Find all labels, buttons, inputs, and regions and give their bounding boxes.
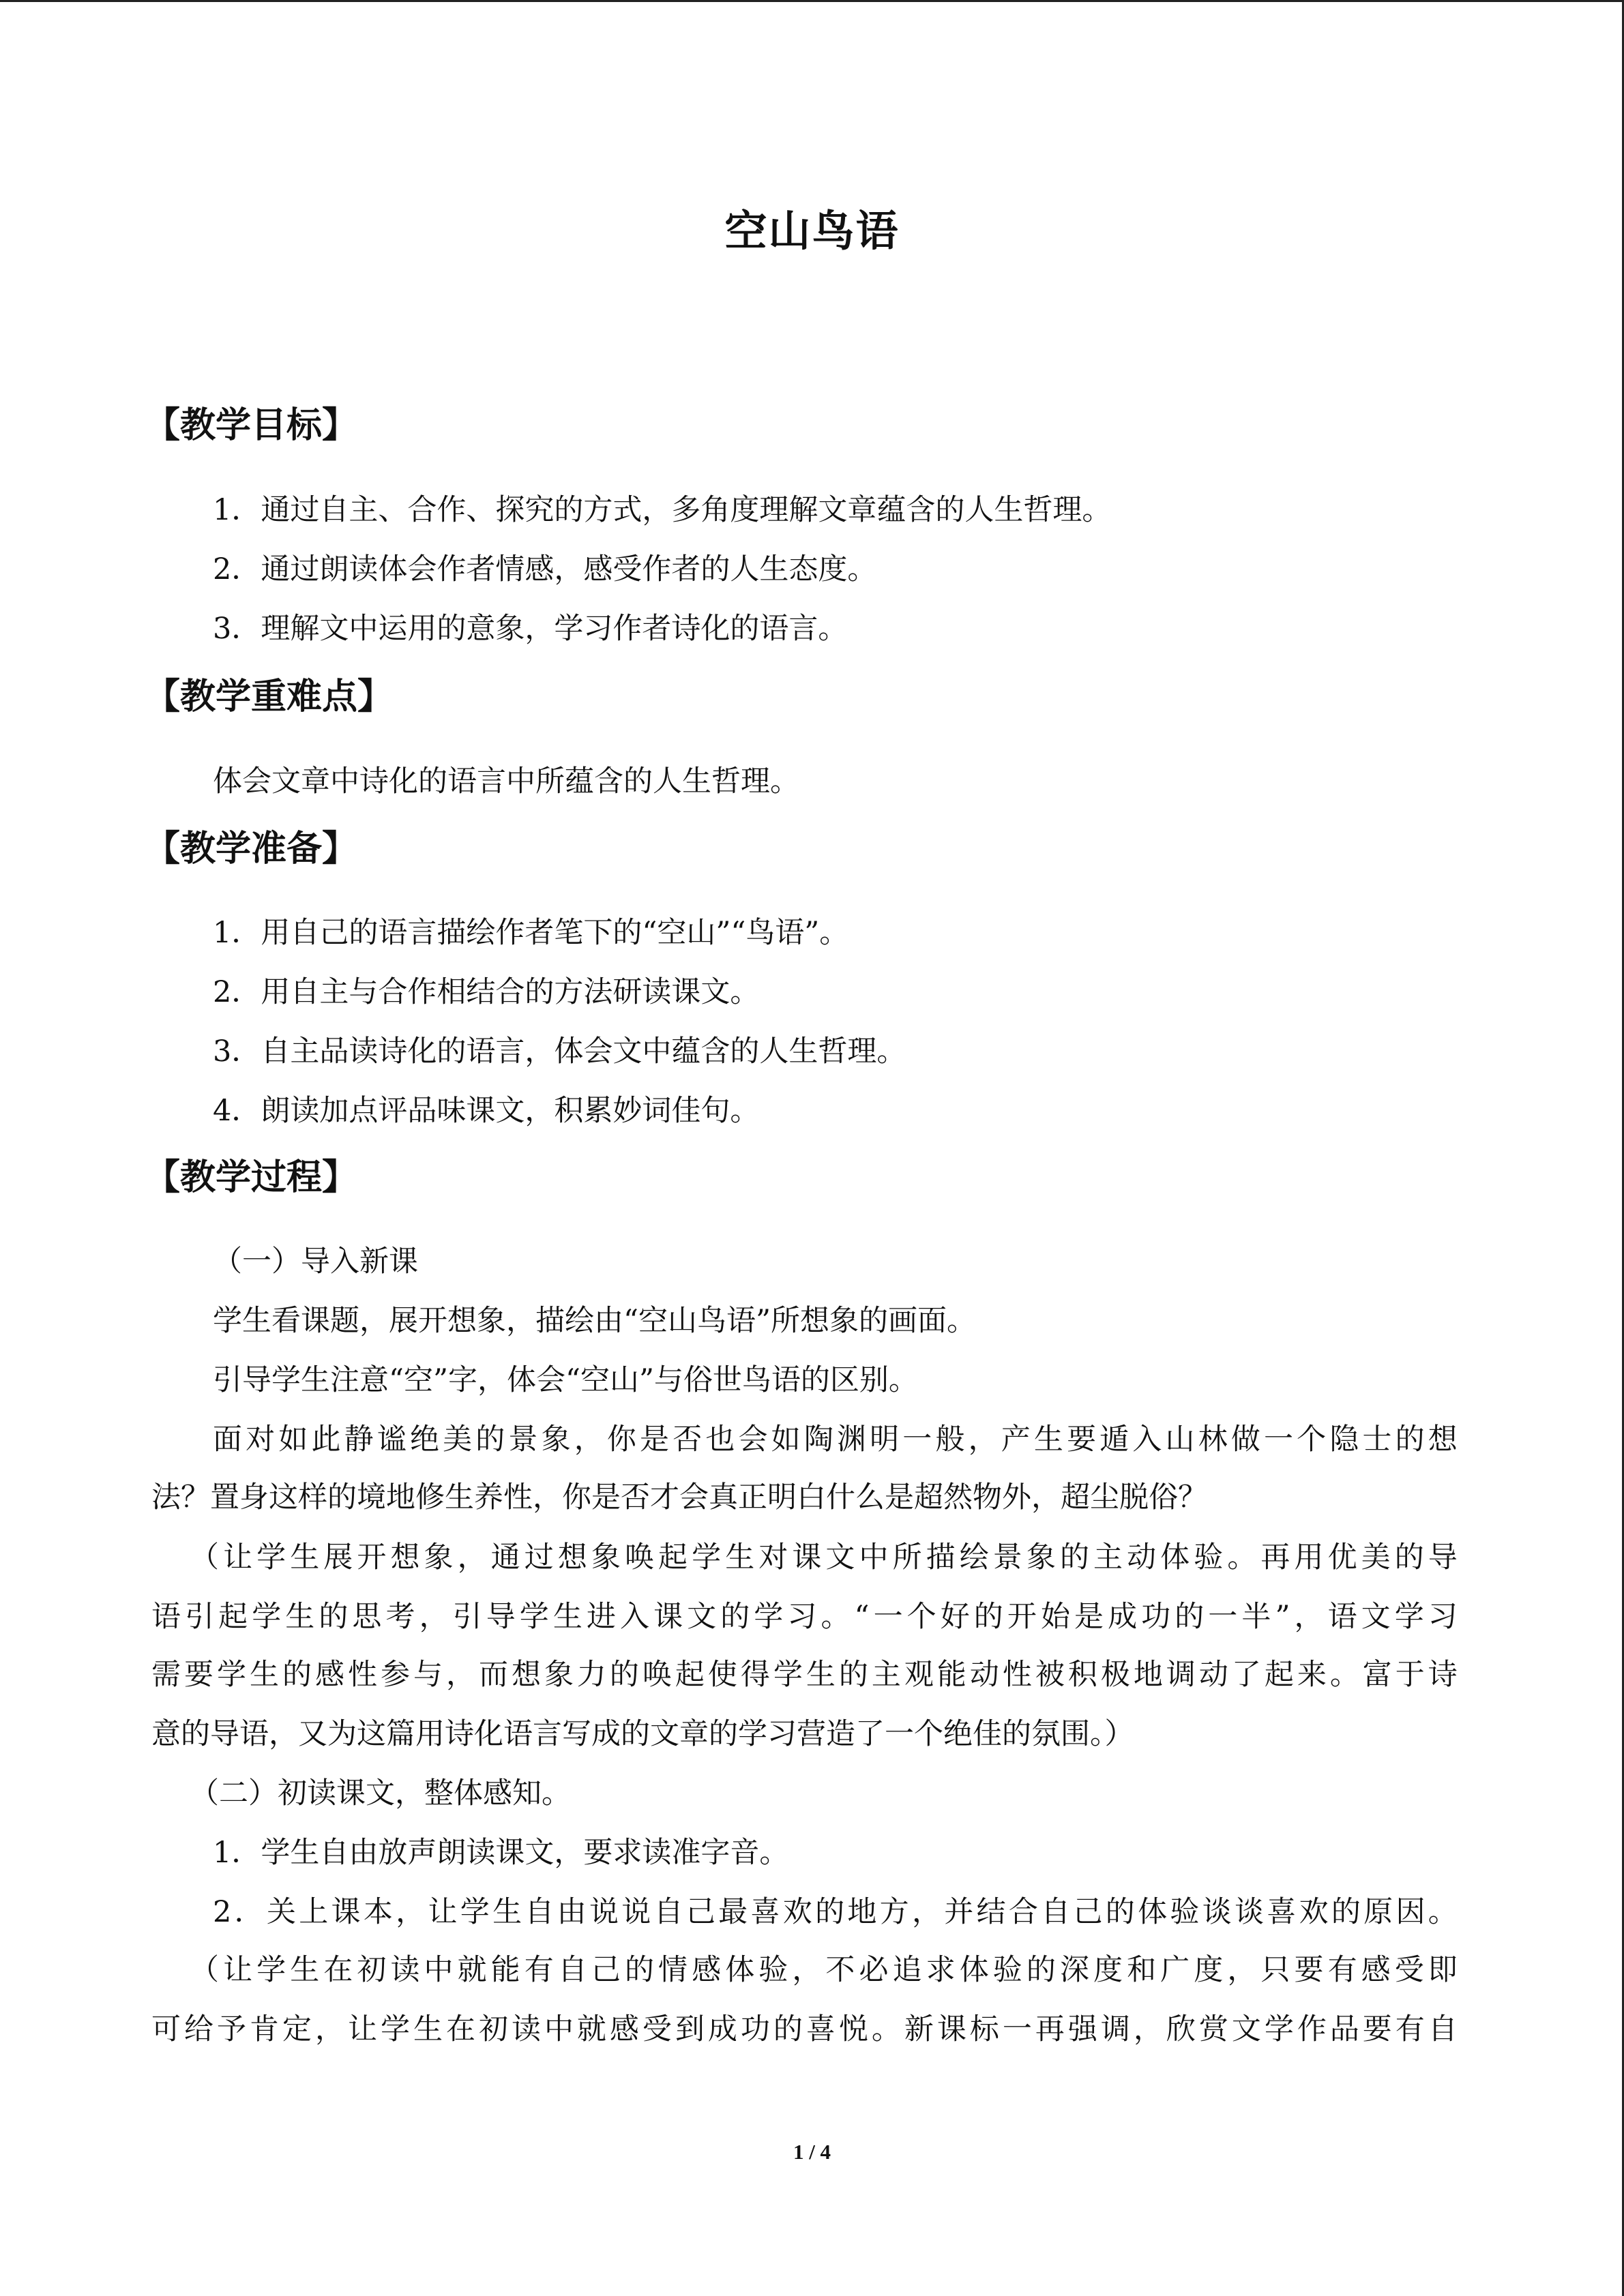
process-line: 可给予肯定，让学生在初读中就感受到成功的喜悦。新课标一再强调，欣赏文学作品要有自	[151, 2012, 1458, 2046]
process-line: （让学生在初读中就能有自己的情感体验，不必追求体验的深度和广度，只要有感受即	[190, 1953, 1458, 1987]
key-points-text: 体会文章中诗化的语言中所蕴含的人生哲理。	[213, 764, 799, 799]
preparation-item-2: 2．用自主与合作相结合的方法研读课文。	[213, 975, 760, 1009]
process-line: 语引起学生的思考，引导学生进入课文的学习。“一个好的开始是成功的一半”，语文学习	[151, 1600, 1458, 1634]
document-title: 空山鸟语	[724, 206, 900, 256]
process-line: 学生看课题，展开想象，描绘由“空山鸟语”所想象的画面。	[213, 1304, 976, 1338]
process-line: 意的导语，又为这篇用诗化语言写成的文章的学习营造了一个绝佳的氛围。）	[151, 1717, 1134, 1751]
process-line: 1．学生自由放声朗读课文，要求读准字音。	[213, 1836, 789, 1870]
section-heading-goals: 【教学目标】	[145, 404, 358, 446]
preparation-item-1: 1．用自己的语言描绘作者笔下的“空山”“鸟语”。	[213, 916, 849, 950]
preparation-item-4: 4．朗读加点评品味课文，积累妙词佳句。	[213, 1094, 760, 1128]
process-line: 引导学生注意“空”字，体会“空山”与俗世鸟语的区别。	[213, 1363, 918, 1397]
section-heading-preparation: 【教学准备】	[145, 828, 358, 869]
preparation-item-3: 3．自主品读诗化的语言，体会文中蕴含的人生哲理。	[213, 1034, 906, 1069]
goal-item-2: 2．通过朗读体会作者情感，感受作者的人生态度。	[213, 552, 877, 586]
process-line: （一）导入新课	[213, 1244, 418, 1279]
page-number: 1 / 4	[793, 2140, 831, 2164]
section-heading-key-points: 【教学重难点】	[145, 676, 394, 717]
process-line: 需要学生的感性参与，而想象力的唤起使得学生的主观能动性被积极地调动了起来。富于诗	[151, 1658, 1458, 1692]
process-line: 法？置身这样的境地修生养性，你是否才会真正明白什么是超然物外，超尘脱俗？	[151, 1480, 1207, 1515]
process-line: 面对如此静谧绝美的景象，你是否也会如陶渊明一般，产生要遁入山林做一个隐士的想	[213, 1422, 1458, 1457]
goal-item-1: 1．通过自主、合作、探究的方式，多角度理解文章蕴含的人生哲理。	[213, 493, 1112, 527]
process-line: （让学生展开想象，通过想象唤起学生对课文中所描绘景象的主动体验。再用优美的导	[190, 1540, 1458, 1575]
process-line: 2．关上课本，让学生自由说说自己最喜欢的地方，并结合自己的体验谈谈喜欢的原因。	[213, 1895, 1458, 1929]
section-heading-process: 【教学过程】	[145, 1157, 358, 1198]
goal-item-3: 3．理解文中运用的意象，学习作者诗化的语言。	[213, 612, 848, 646]
process-line: （二）初读课文，整体感知。	[190, 1776, 571, 1810]
